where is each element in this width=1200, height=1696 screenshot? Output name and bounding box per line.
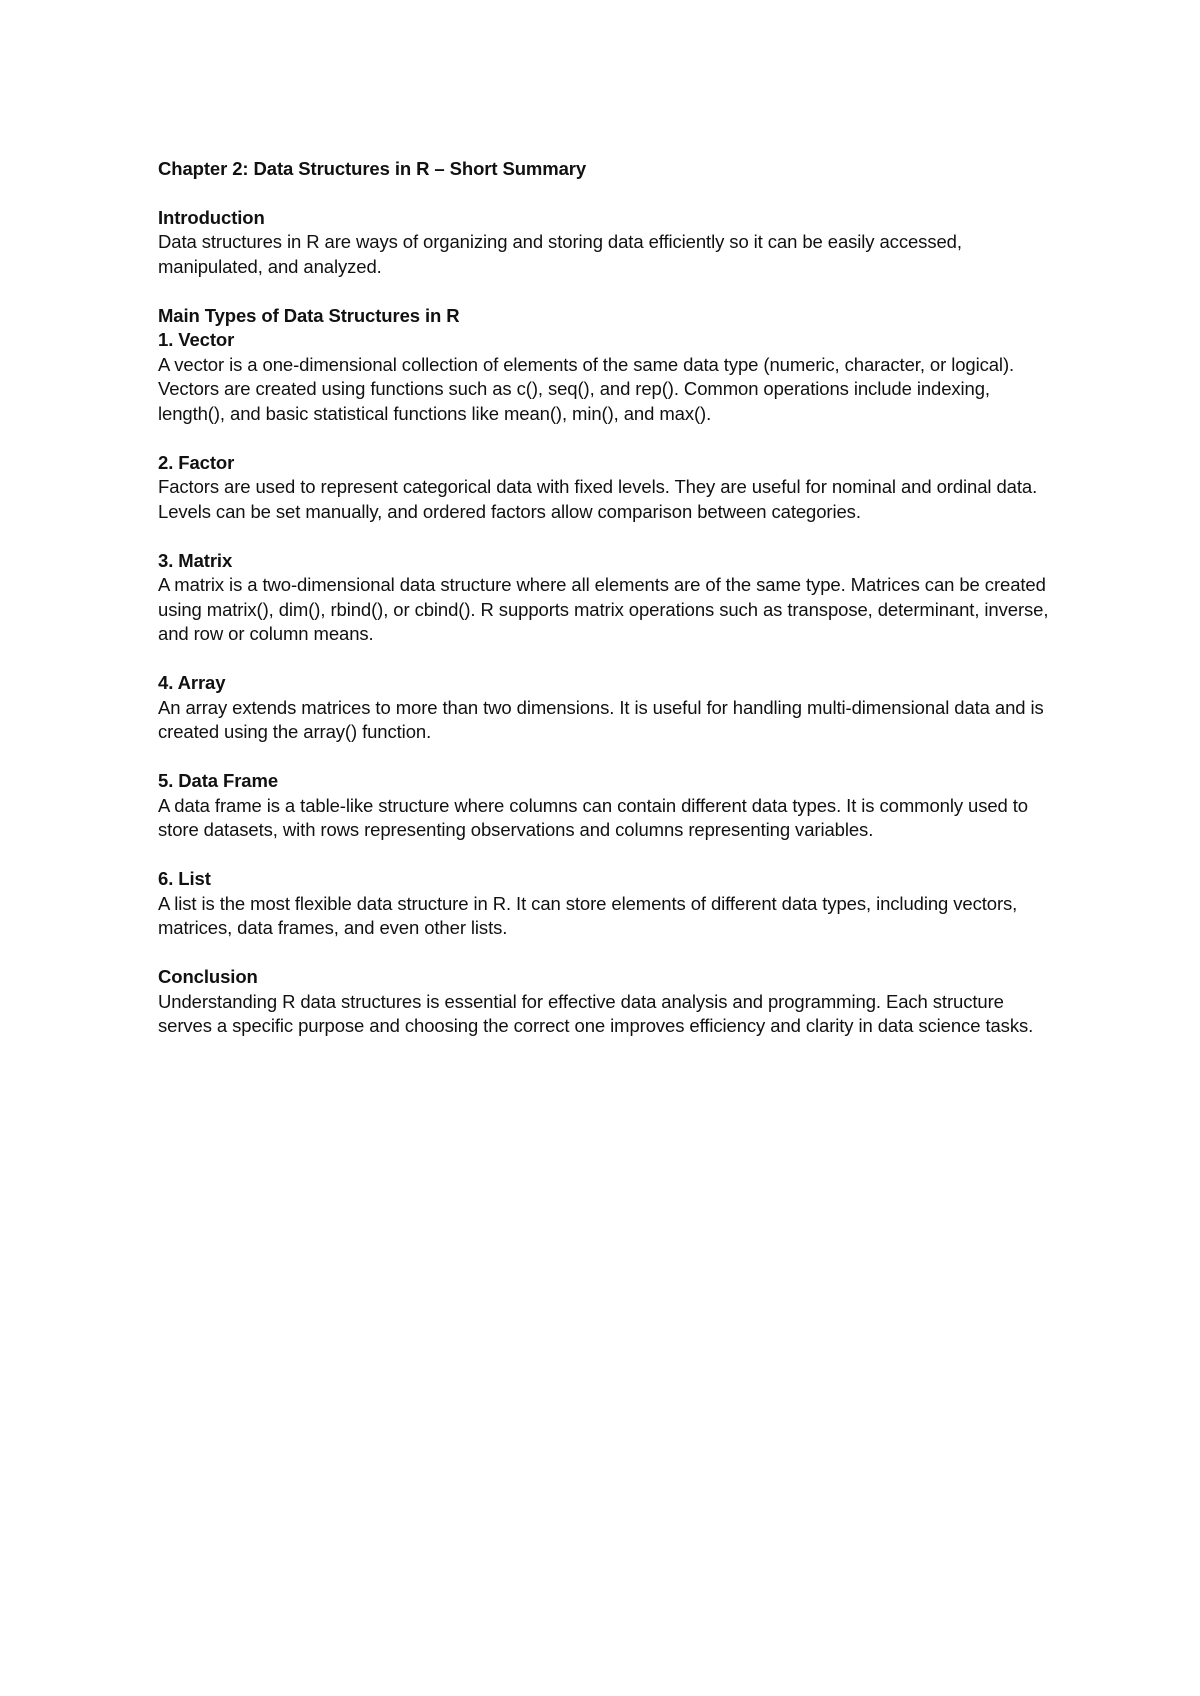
document-page (158, 157, 1058, 1063)
matrix-heading: 3. Matrix (158, 549, 233, 571)
factor-heading: 2. Factor (158, 451, 235, 473)
list-section (158, 867, 1058, 941)
data-frame-text: A data frame is a table-like structure where columns can contain different data types. It is commonly used to store datasets, with rows representing observations and columns representing variables. (158, 794, 1029, 840)
introduction-section (158, 206, 1058, 280)
document-title: Chapter 2: Data Structures in R – Short Summary (158, 158, 587, 179)
introduction-heading: Introduction (158, 206, 265, 228)
array-section (158, 671, 1058, 745)
main-types-section (158, 304, 1058, 941)
vector-section (158, 304, 1058, 427)
data-frame-section (158, 769, 1058, 843)
factor-section (158, 451, 1058, 525)
vector-heading: 1. Vector (158, 329, 235, 350)
matrix-section (158, 549, 1058, 647)
conclusion-text: Understanding R data structures is essential for effective data analysis and programming. Each structure serves a specific purpose and choosing the correct one improves efficiency and clarity in data science tasks. (158, 990, 1034, 1036)
introduction-text: Data structures in R are ways of organizing and storing data efficiently so it can be easily accessed, manipulated, and analyzed. (158, 231, 962, 277)
main-types-heading: Main Types of Data Structures in R (158, 304, 460, 326)
array-heading: 4. Array (158, 672, 226, 693)
list-text: A list is the most flexible data structure in R. It can store elements of different data types, including vectors, matrices, data frames, and even other lists. (158, 892, 1018, 938)
conclusion-heading: Conclusion (158, 966, 258, 987)
list-heading: 6. List (158, 868, 211, 889)
array-text: An array extends matrices to more than two dimensions. It is useful for handling multi-dimensional data and is created using the array() function. (158, 696, 1044, 742)
matrix-text: A matrix is a two-dimensional data structure where all elements are of the same type. Matrices can be created using matrix(), dim(), rbind(), or cbind(). R supports matrix operations such as transpose, determinant, inverse, and row or column means. (158, 574, 1049, 644)
factor-text: Factors are used to represent categorical data with fixed levels. They are useful for nominal and ordinal data. Levels can be set manually, and ordered factors allow comparison between categories. (158, 476, 1038, 522)
vector-text: A vector is a one-dimensional collection of elements of the same data type (numeric, character, or logical). Vectors are created using functions such as c(), seq(), and rep(). Common operations include indexing, length(), and basic statistical functions like mean(), min(), and max(). (158, 353, 1015, 424)
conclusion-section (158, 965, 1058, 1039)
data-frame-heading: 5. Data Frame (158, 770, 279, 791)
